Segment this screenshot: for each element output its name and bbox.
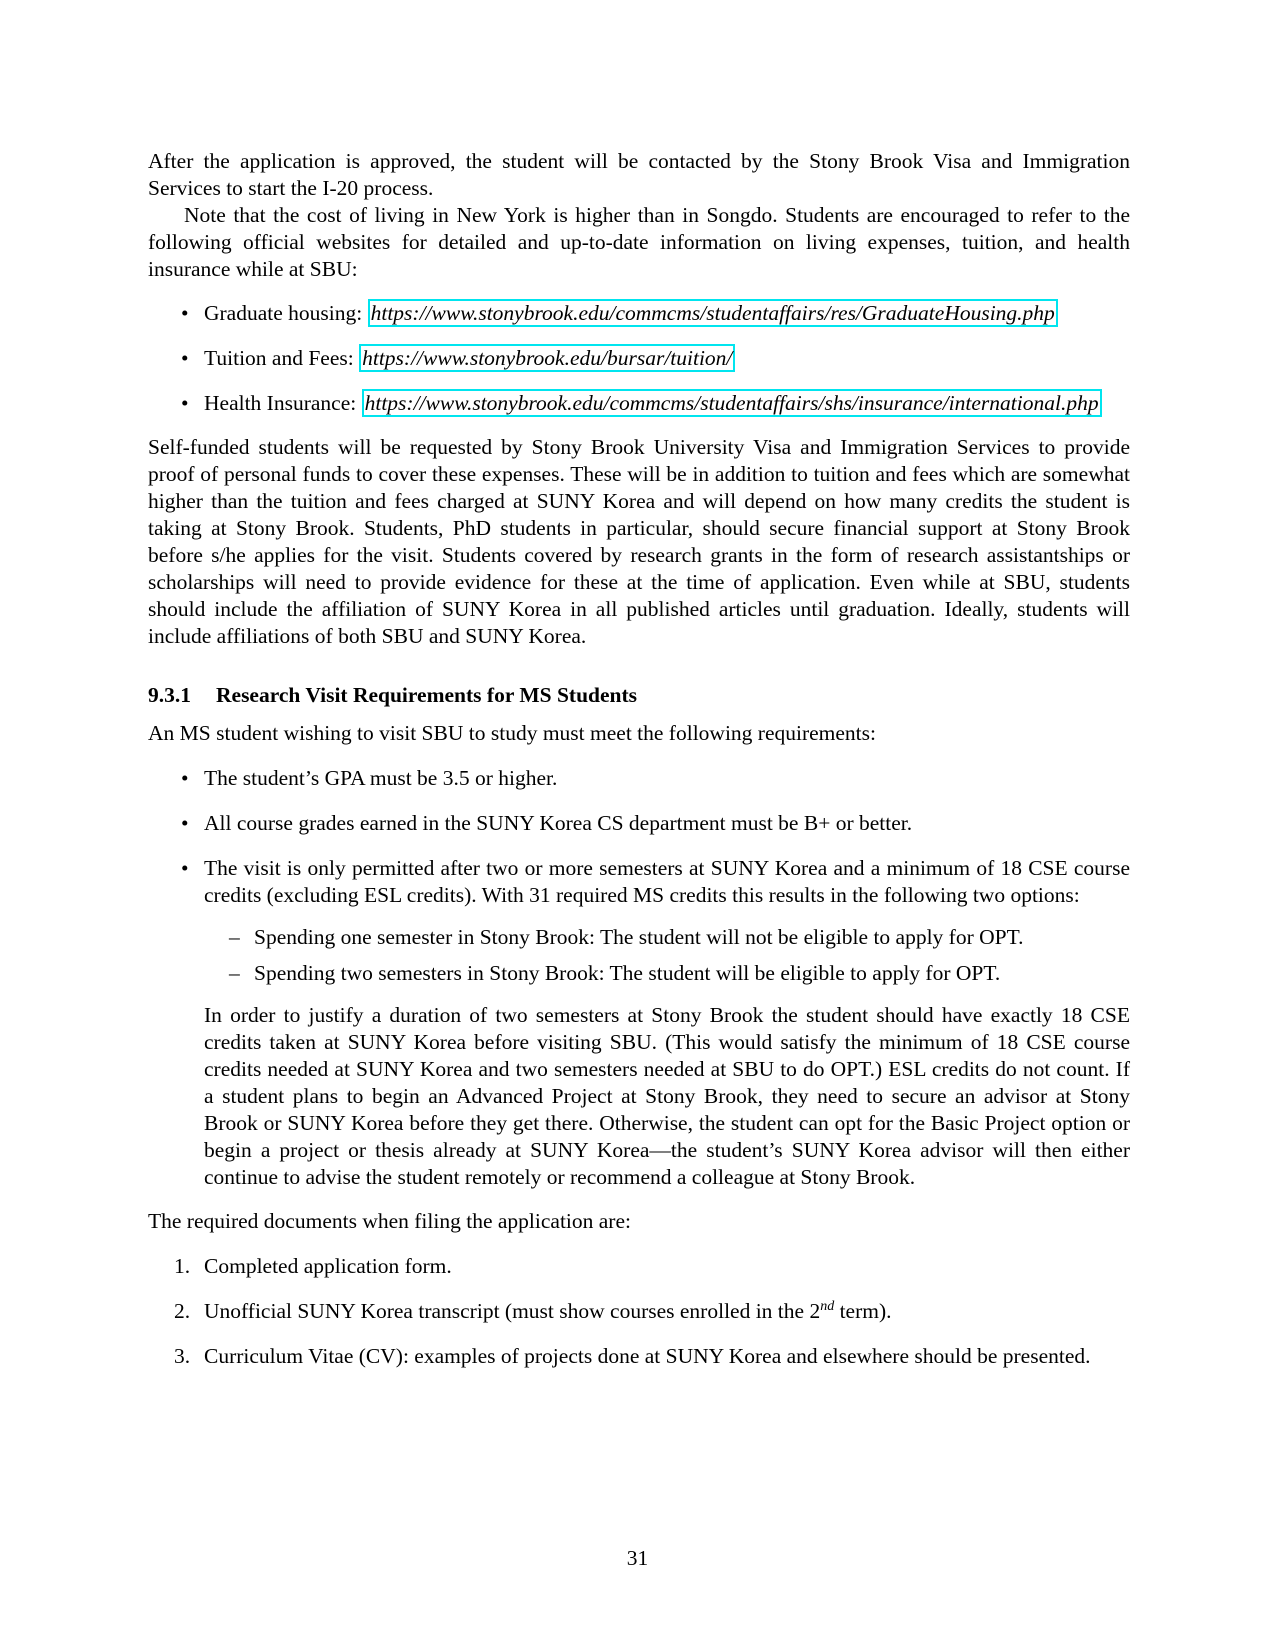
list-item xyxy=(148,960,1130,987)
list-item xyxy=(148,855,1130,909)
list-item xyxy=(148,765,1130,792)
ordinal-superscript: nd xyxy=(820,1298,835,1314)
requirement-text: The visit is only permitted after two or more semesters at SUNY Korea and a minimum of 18 CSE course credits (excluding ESL credits). With 31 required MS credits this results in the following two options: xyxy=(204,856,1130,907)
dash-marker: – xyxy=(229,925,240,949)
documents-list xyxy=(148,1253,1130,1370)
list-item xyxy=(148,1253,1130,1280)
section-number: 9.3.1 xyxy=(148,683,191,707)
documents-intro: The required documents when filing the application are: xyxy=(148,1209,631,1233)
justification-paragraph: In order to justify a duration of two semesters at Stony Brook the student should have exactly 18 CSE credits taken at SUNY Korea before visiting SBU. (This would satisfy the minimum of 18 CSE course credits needed at SUNY Korea and two semesters needed at SBU to do OPT.) ESL credits do not count. If a student plans to begin an Advanced Project at Stony Brook, they need to secure an advisor at Stony Brook or SUNY Korea before they get there. Otherwise, the student can opt for the Basic Project option or begin a project or thesis already at SUNY Korea—the student’s SUNY Korea advisor will then either continue to advise the student remotely or recommend a colleague at Stony Brook. xyxy=(204,1003,1130,1189)
tuition-fees-link[interactable]: https://www.stonybrook.edu/bursar/tuition/ xyxy=(359,344,735,372)
graduate-housing-link[interactable]: https://www.stonybrook.edu/commcms/studentaffairs/res/GraduateHousing.php xyxy=(368,299,1058,327)
bullet-marker: • xyxy=(181,856,189,880)
bullet-marker: • xyxy=(181,766,189,790)
requirement-text: The student’s GPA must be 3.5 or higher. xyxy=(204,766,558,790)
list-item xyxy=(148,924,1130,951)
funding-paragraph: Self-funded students will be requested by Stony Brook University Visa and Immigration Services to provide proof of personal funds to cover these expenses. These will be in addition to tuition and fees which are somewhat higher than the tuition and fees charged at SUNY Korea and will depend on how many credits the student is taking at Stony Brook. Students, PhD students in particular, should secure financial support at Stony Brook before s/he applies for the visit. Students covered by research grants in the form of research assistantships or scholarships will need to provide evidence for these at the time of application. Even while at SBU, students should include the affiliation of SUNY Korea in all published articles until graduation. Ideally, students will include affiliations of both SBU and SUNY Korea. xyxy=(148,435,1130,648)
section-title: Research Visit Requirements for MS Students xyxy=(216,683,638,707)
list-item xyxy=(148,1298,1130,1325)
requirement-text: All course grades earned in the SUNY Korea CS department must be B+ or better. xyxy=(204,811,913,835)
requirements-intro: An MS student wishing to visit SBU to study must meet the following requirements: xyxy=(148,721,876,745)
item-number: 1. xyxy=(174,1254,191,1278)
list-item xyxy=(148,345,1130,372)
bullet-marker: • xyxy=(181,391,189,415)
list-item xyxy=(148,1343,1130,1370)
document-text: Curriculum Vitae (CV): examples of projects done at SUNY Korea and elsewhere should be presented. xyxy=(204,1344,1091,1368)
options-list xyxy=(148,924,1130,987)
list-item xyxy=(148,300,1130,327)
bullet-marker: • xyxy=(181,301,189,325)
list-item xyxy=(148,390,1130,417)
document-text: Completed application form. xyxy=(204,1254,452,1278)
item-number: 2. xyxy=(174,1299,191,1323)
document-page xyxy=(148,148,1130,1370)
intro-paragraph-2: Note that the cost of living in New York is higher than in Songdo. Students are encouraged to refer to the following official websites for detailed and up-to-date information on living expenses, tuition, and health insurance while at SBU: xyxy=(148,203,1130,281)
list-item xyxy=(148,810,1130,837)
link-label: Graduate housing: xyxy=(204,301,363,325)
link-label: Health Insurance: xyxy=(204,391,357,415)
bullet-marker: • xyxy=(181,811,189,835)
intro-paragraph-1: After the application is approved, the student will be contacted by the Stony Brook Visa and Immigration Services to start the I-20 process. xyxy=(148,149,1130,200)
resource-links-list xyxy=(148,300,1130,417)
document-text-end: term). xyxy=(834,1299,892,1323)
option-text: Spending one semester in Stony Brook: The student will not be eligible to apply for OPT. xyxy=(254,925,1024,949)
bullet-marker: • xyxy=(181,346,189,370)
requirements-list xyxy=(148,765,1130,909)
document-text: Unofficial SUNY Korea transcript (must show courses enrolled in the 2 xyxy=(204,1299,821,1323)
link-label: Tuition and Fees: xyxy=(204,346,354,370)
section-heading xyxy=(148,682,1130,709)
health-insurance-link[interactable]: https://www.stonybrook.edu/commcms/studentaffairs/shs/insurance/international.php xyxy=(362,389,1102,417)
page-number: 31 xyxy=(626,1546,649,1570)
item-number: 3. xyxy=(174,1344,191,1368)
dash-marker: – xyxy=(229,961,240,985)
option-text: Spending two semesters in Stony Brook: The student will be eligible to apply for OPT. xyxy=(254,961,1001,985)
